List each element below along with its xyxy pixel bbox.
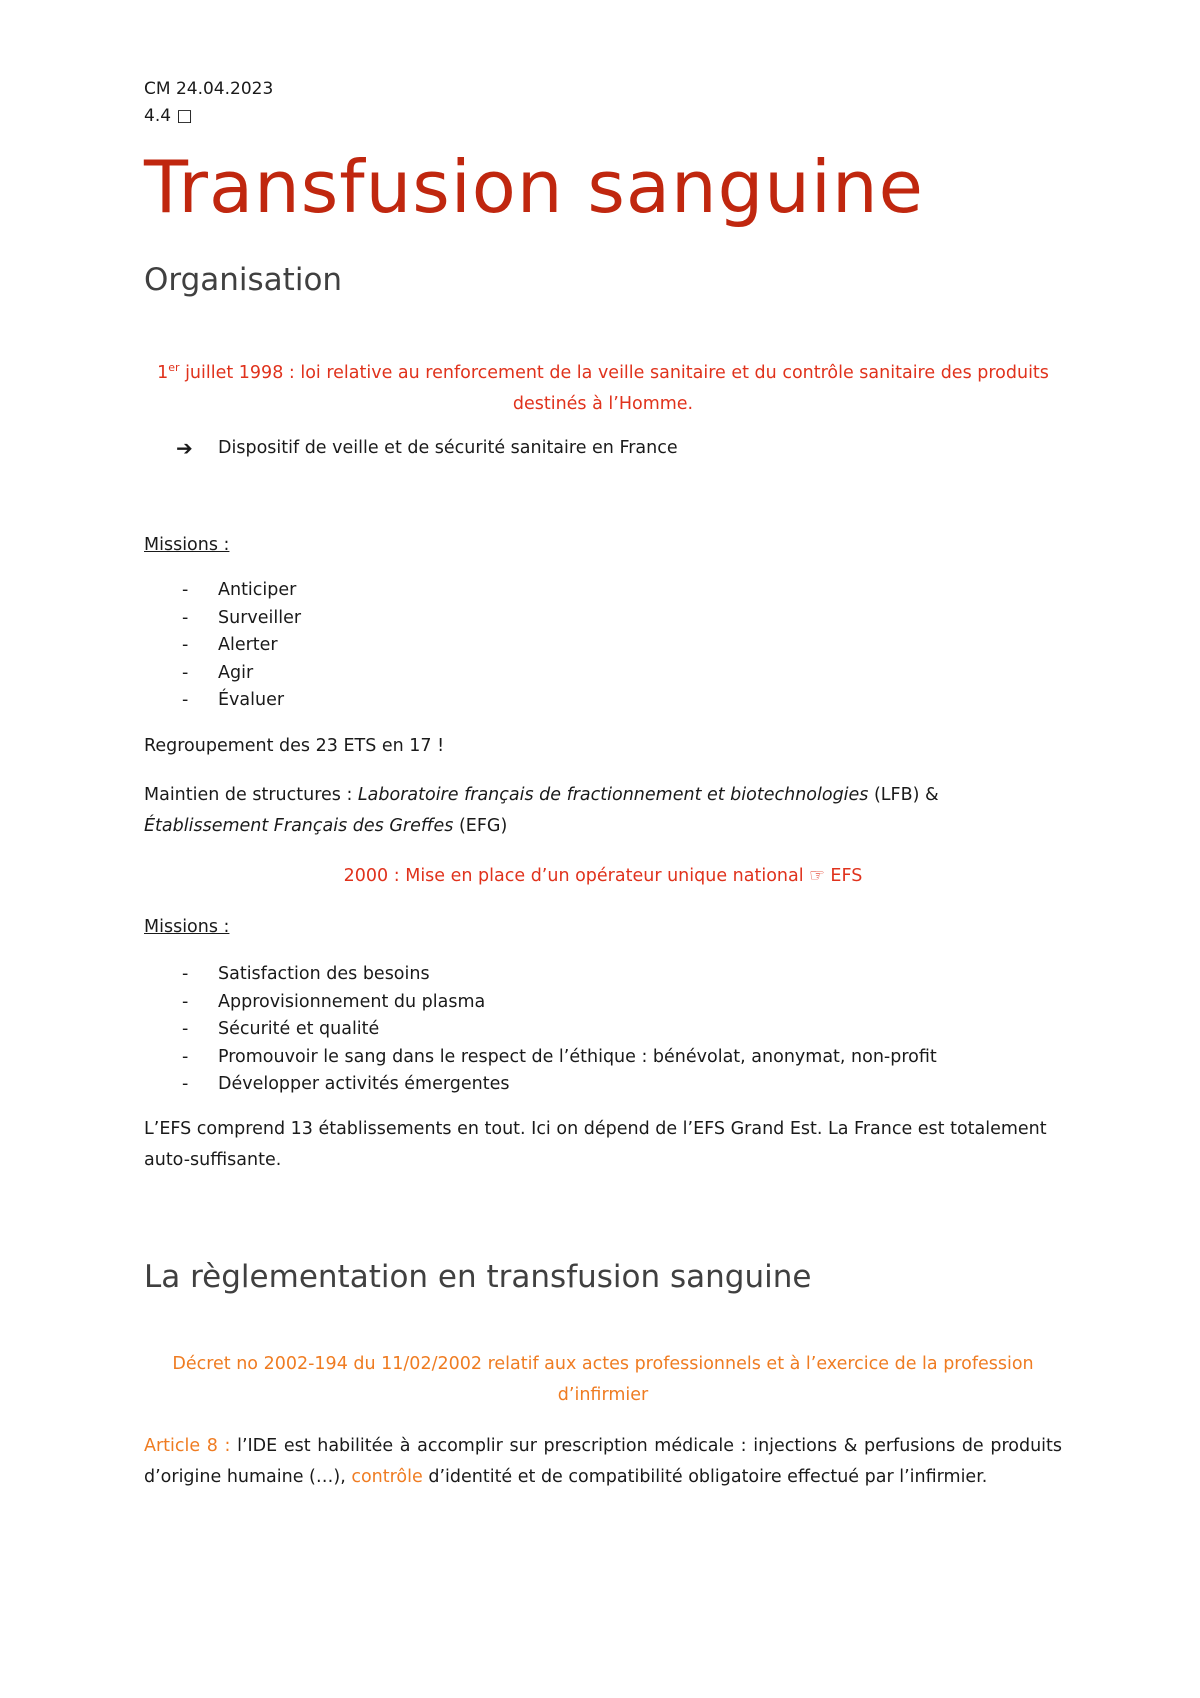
decret-text: Décret no 2002-194 du 11/02/2002 relatif aux actes professionnels et à l’exercice de la profession d’infirmier (172, 1354, 1034, 1405)
list-item: - Surveiller (182, 607, 302, 628)
article-label: Article 8 : (144, 1436, 231, 1456)
missions-list (144, 577, 301, 715)
efs-text: L’EFS comprend 13 établissements en tout. Ici on dépend de l’EFS Grand Est. La France est totalement auto-suffisante. (144, 1119, 1047, 1170)
maintien-structures: Maintien de structures : Laboratoire français de fractionnement et biotechnologies (LFB) & Établissement Français des Greffes (EFG) (144, 785, 939, 836)
law-1998: 1er juillet 1998 : loi relative au renforcement de la veille sanitaire et du contrôle sanitaire des produits destinés à l’Homme. (157, 361, 1049, 414)
list-item: - Approvisionnement du plasma (182, 991, 486, 1012)
list-item: - Alerter (182, 635, 278, 655)
arrow-item: ➔ Dispositif de veille et de sécurité sanitaire en France (144, 433, 1062, 464)
missions-label-2: Missions : (144, 917, 230, 937)
missing-glyph-icon: □ (176, 106, 193, 126)
list-item: - Évaluer (182, 690, 285, 710)
list-item: - Satisfaction des besoins (182, 964, 430, 984)
efs-2000: 2000 : Mise en place d’un opérateur unique national ☞ EFS (343, 866, 863, 886)
list-item: - Sécurité et qualité (182, 1019, 380, 1039)
missions-label: Missions : (144, 535, 230, 555)
course-date: CM 24.04.2023 (144, 79, 274, 99)
document-title: Transfusion sanguine (144, 145, 924, 229)
list-item: - Anticiper (182, 580, 297, 600)
arrow-right-icon: ➔ (176, 436, 193, 460)
regroupement-text: Regroupement des 23 ETS en 17 ! (144, 736, 445, 756)
heading-reglementation: La règlementation en transfusion sanguine (144, 1259, 812, 1295)
missions-list-2 (144, 961, 937, 1099)
list-item: - Promouvoir le sang dans le respect de l’éthique : bénévolat, anonymat, non-profit (182, 1046, 937, 1067)
section-number: 4.4 □ (144, 106, 193, 126)
list-item: - Développer activités émergentes (182, 1074, 510, 1094)
document-meta (144, 76, 273, 130)
heading-organisation: Organisation (144, 262, 343, 298)
article-8: Article 8 : l’IDE est habilitée à accomplir sur prescription médicale : injections & perfusions de produits d’origine humaine (…), contrôle d’identité et de compatibilité obligatoire effectué par l’infirmier. (144, 1436, 1063, 1487)
article-highlight: contrôle (351, 1467, 423, 1487)
list-item: - Agir (182, 662, 254, 683)
